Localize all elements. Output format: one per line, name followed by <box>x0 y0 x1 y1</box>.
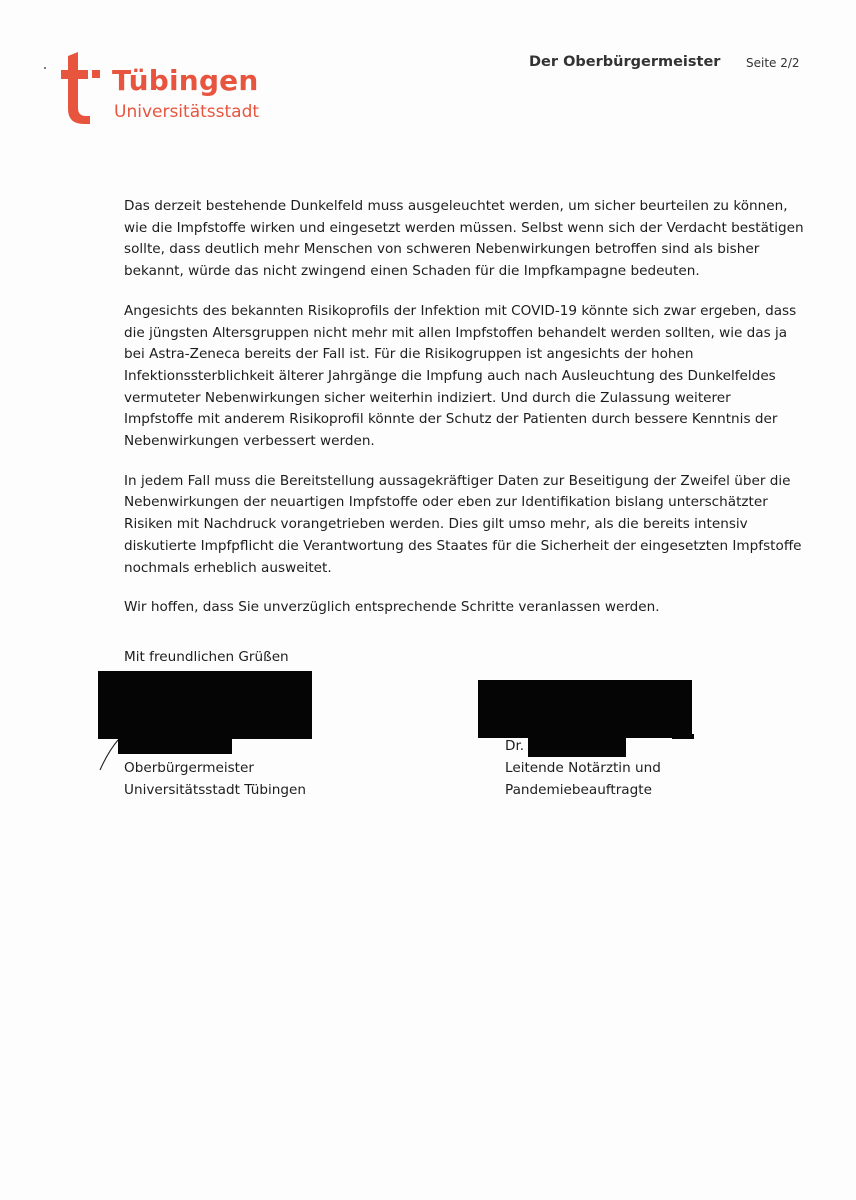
text-line: Risiken mit Nachdruck vorangetrieben werden. Dies gilt umso mehr, als die bereits intensiv <box>124 516 748 533</box>
redacted-signature-left <box>98 671 312 739</box>
text-line: die jüngsten Altersgruppen nicht mehr mit allen Impfstoffen behandelt werden sollten, wie das ja <box>124 324 788 341</box>
text-line: vermuteter Nebenwirkungen sicher weiterhin indiziert. Und durch die Zulassung weiterer <box>124 389 731 406</box>
text-line: In jedem Fall muss die Bereitstellung aussagekräftiger Daten zur Beseitigung der Zweifel über die <box>124 472 791 489</box>
signature-block-left <box>124 757 306 801</box>
signature-stroke <box>96 738 126 774</box>
page-number: Seite 2/2 <box>746 56 800 70</box>
text-line: bei Astra-Zeneca bereits der Fall ist. Für die Risikogruppen ist angesichts der hohen <box>124 346 694 363</box>
logo-subtitle: Universitätsstadt <box>114 102 260 122</box>
closing-greeting: Mit freundlichen Grüßen <box>124 649 289 665</box>
right-title-line-2: Pandemiebeauftragte <box>505 782 652 798</box>
right-name-prefix: Dr. <box>505 738 525 754</box>
text-line: Impfstoffe mit anderem Risikoprofil könnte der Schutz der Patienten durch bessere Kenntnis der <box>124 411 778 428</box>
paragraph-3 <box>124 471 824 580</box>
redacted-name-left <box>118 737 232 754</box>
right-title-line-1: Leitende Notärztin und <box>505 760 661 776</box>
signature-block-right <box>505 757 661 801</box>
text-line: Das derzeit bestehende Dunkelfeld muss ausgeleuchtet werden, um sicher beurteilen zu können, <box>124 198 788 214</box>
letter-body <box>124 196 824 637</box>
text-line: Infektionssterblichkeit älterer Jahrgänge die Impfung auch nach Ausleuchtung des Dunkelfeldes <box>124 367 776 384</box>
redacted-name-right <box>528 738 626 757</box>
text-line: Angesichts des bekannten Risikoprofils der Infektion mit COVID-19 könnte sich zwar ergeben, dass <box>124 302 797 319</box>
text-line: Nebenwirkungen der neuartigen Impfstoffe oder eben zur Identifikation bislang unterschätzter <box>124 494 768 511</box>
paragraph-4 <box>124 597 824 619</box>
text-line: Nebenwirkungen verbessert werden. <box>124 433 375 450</box>
text-line: sollte, dass deutlich mehr Menschen von schweren Nebenwirkungen betroffen sind als bisher <box>124 241 760 258</box>
paragraph-1 <box>124 196 824 283</box>
text-line: bekannt, würde das nicht zwingend einen Schaden für die Impfkampagne bedeuten. <box>124 263 700 280</box>
paragraph-2 <box>124 301 824 453</box>
text-line: diskutierte Impfpflicht die Verantwortung des Staates für die Sicherheit der eingesetzten Impfstoffe <box>124 537 802 554</box>
text-line: Wir hoffen, dass Sie unverzüglich entsprechende Schritte veranlassen werden. <box>124 599 660 616</box>
scan-speck <box>44 67 46 69</box>
text-line: wie die Impfstoffe wirken und eingesetzt werden müssen. Selbst wenn sich der Verdacht bestätigen <box>124 219 804 236</box>
redacted-signature-right-tail <box>672 734 694 739</box>
redacted-signature-right <box>478 680 692 738</box>
t-logo-icon <box>54 46 102 126</box>
sender-title: Der Oberbürgermeister <box>529 54 721 70</box>
logo-city-name: Tübingen <box>112 64 259 97</box>
left-title-line-1: Oberbürgermeister <box>124 760 254 776</box>
city-logo <box>48 46 288 136</box>
left-title-line-2: Universitätsstadt Tübingen <box>124 782 306 798</box>
text-line: nochmals erheblich ausweitet. <box>124 559 332 576</box>
